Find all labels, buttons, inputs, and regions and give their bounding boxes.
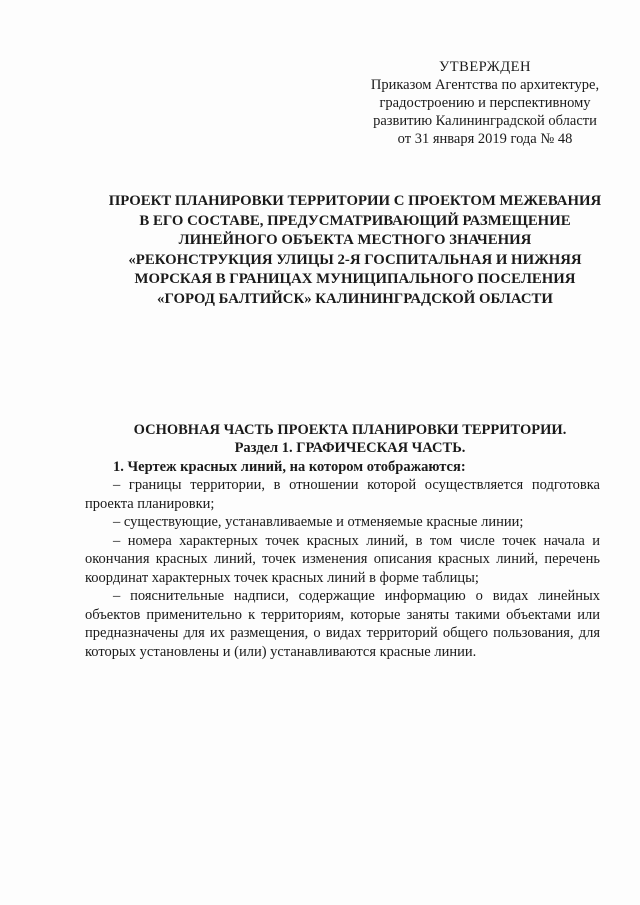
item-heading: 1. Чертеж красных линий, на котором отображаются: bbox=[113, 459, 466, 475]
title-line: ПРОЕКТ ПЛАНИРОВКИ ТЕРРИТОРИИ С ПРОЕКТОМ МЕЖЕВАНИЯ bbox=[108, 193, 602, 209]
body-paragraph: – границы территории, в отношении которой осуществляется подготовка проекта планировки; bbox=[85, 477, 600, 512]
item-body bbox=[85, 476, 600, 661]
title-line: В ЕГО СОСТАВЕ, ПРЕДУСМАТРИВАЮЩИЙ РАЗМЕЩЕНИЕ bbox=[139, 212, 571, 229]
approval-line: градостроению и перспективному bbox=[379, 95, 591, 111]
title-line: МОРСКАЯ В ГРАНИЦАХ МУНИЦИПАЛЬНОГО ПОСЕЛЕНИЯ bbox=[134, 271, 576, 287]
title-line: ЛИНЕЙНОГО ОБЪЕКТА МЕСТНОГО ЗНАЧЕНИЯ bbox=[178, 232, 532, 248]
approval-line: развитию Калининградской области bbox=[373, 113, 597, 129]
approval-block bbox=[360, 58, 610, 148]
section-heading-block bbox=[100, 421, 600, 457]
body-paragraph: – существующие, устанавливаемые и отменяемые красные линии; bbox=[113, 514, 524, 530]
title-line: «РЕКОНСТРУКЦИЯ УЛИЦЫ 2-Я ГОСПИТАЛЬНАЯ И НИЖНЯЯ bbox=[128, 251, 582, 268]
body-paragraph: – пояснительные надписи, содержащие информацию о видах линейных объектов применительно к территориям, которые заняты такими объектами или предназначены для их размещения, о видах территорий общего пользования, для которых установлены и (или) устанавливаются красные линии. bbox=[85, 588, 600, 660]
section-subheading: Раздел 1. ГРАФИЧЕСКАЯ ЧАСТЬ. bbox=[234, 440, 466, 456]
document-title bbox=[80, 192, 630, 309]
title-line: «ГОРОД БАЛТИЙСК» КАЛИНИНГРАДСКОЙ ОБЛАСТИ bbox=[157, 290, 553, 307]
approval-line: Приказом Агентства по архитектуре, bbox=[370, 77, 600, 93]
section-heading: ОСНОВНАЯ ЧАСТЬ ПРОЕКТА ПЛАНИРОВКИ ТЕРРИТОРИИ. bbox=[133, 422, 567, 438]
body-paragraph: – номера характерных точек красных линий, в том числе точек начала и окончания красных линий, точек изменения описания красных линий, перечень координат характерных точек красных линий в форме таблицы; bbox=[85, 532, 600, 586]
approval-line: от 31 января 2019 года № 48 bbox=[397, 131, 573, 147]
approval-title: УТВЕРЖДЕН bbox=[439, 59, 531, 75]
